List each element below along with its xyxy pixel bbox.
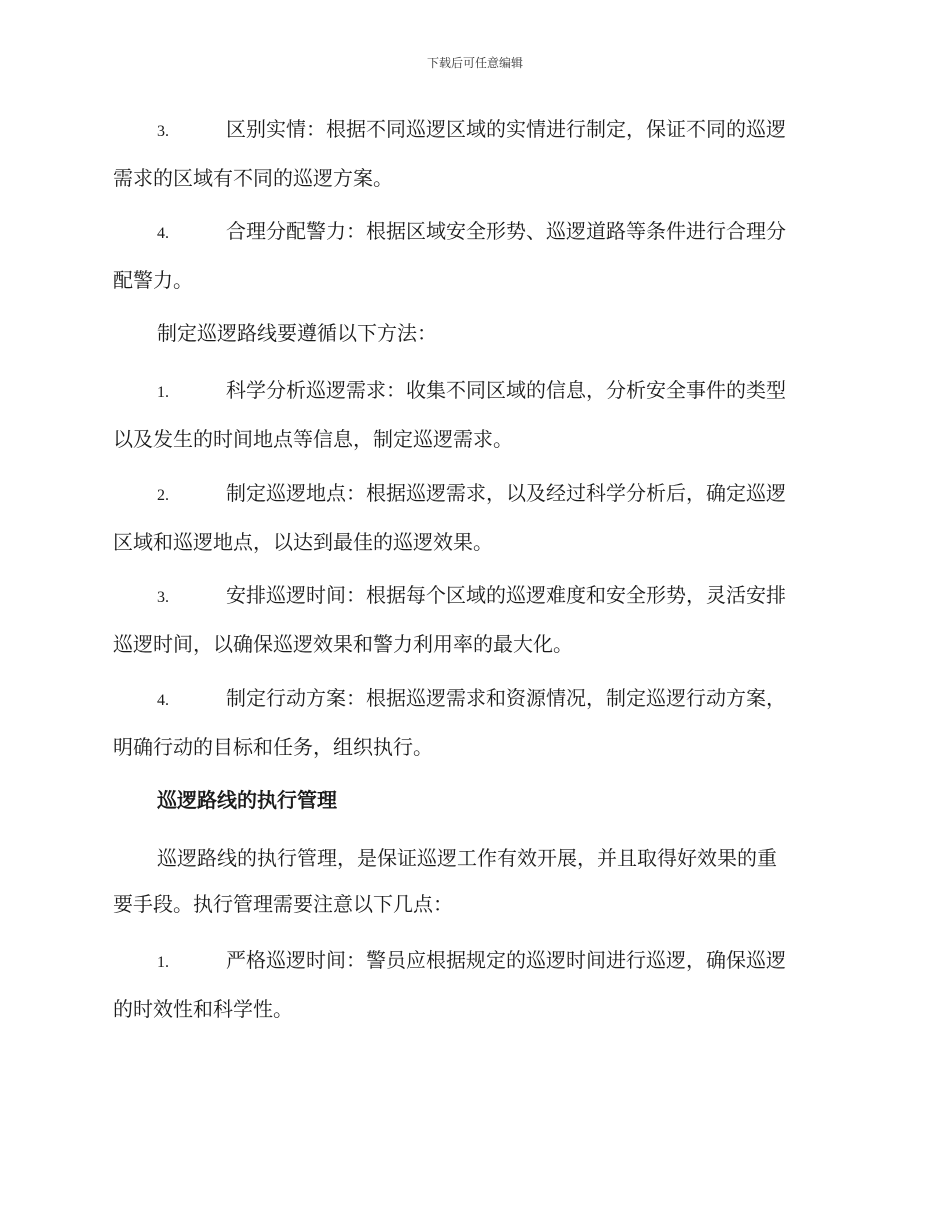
list-item <box>113 208 835 303</box>
intro-text: 制定巡逻路线要遵循以下方法： <box>157 321 437 345</box>
list-item-text-continued: 明确行动的目标和任务，组织执行。 <box>113 735 433 759</box>
list-item-number: 2. <box>157 487 169 504</box>
list-item-text-continued: 巡逻时间，以确保巡逻效果和警力利用率的最大化。 <box>113 632 573 656</box>
list-item-text-continued: 需求的区域有不同的巡逻方案。 <box>113 166 393 190</box>
list-item <box>113 367 835 462</box>
list-item-text: 合理分配警力：根据区域安全形势、巡逻道路等条件进行合理分 <box>226 219 786 243</box>
list-item-text: 严格巡逻时间：警员应根据规定的巡逻时间进行巡逻，确保巡逻 <box>226 948 786 972</box>
section-heading: 巡逻路线的执行管理 <box>157 788 337 812</box>
list-item-text: 制定行动方案：根据巡逻需求和资源情况，制定巡逻行动方案， <box>226 686 786 710</box>
list-item-text: 科学分析巡逻需求：收集不同区域的信息，分析安全事件的类型 <box>226 378 786 402</box>
list-item <box>113 470 835 565</box>
section-paragraph <box>113 835 835 927</box>
list-item-number: 1. <box>157 384 169 401</box>
intro-paragraph <box>113 310 835 356</box>
list-item-number: 3. <box>157 123 169 140</box>
list-item <box>113 937 835 1032</box>
list-item-number: 1. <box>157 954 169 971</box>
list-item <box>113 572 835 667</box>
list-item-number: 4. <box>157 692 169 709</box>
list-item-number: 3. <box>157 589 169 606</box>
list-item <box>113 106 835 201</box>
list-item-text-continued: 的时效性和科学性。 <box>113 997 293 1021</box>
paragraph-line-continued: 要手段。执行管理需要注意以下几点： <box>113 892 453 916</box>
list-item-text-continued: 以及发生的时间地点等信息，制定巡逻需求。 <box>113 427 513 451</box>
list-item <box>113 675 835 770</box>
page-header-note: 下载后可任意编辑 <box>426 56 523 70</box>
list-item-text: 制定巡逻地点：根据巡逻需求，以及经过科学分析后，确定巡逻 <box>226 481 786 505</box>
list-item-text: 区别实情：根据不同巡逻区域的实情进行制定，保证不同的巡逻 <box>226 117 786 141</box>
paragraph-line: 巡逻路线的执行管理，是保证巡逻工作有效开展，并且取得好效果的重 <box>157 846 777 870</box>
list-item-number: 4. <box>157 225 169 242</box>
list-item-text-continued: 配警力。 <box>113 268 193 292</box>
list-item-text: 安排巡逻时间：根据每个区域的巡逻难度和安全形势，灵活安排 <box>226 583 786 607</box>
list-item-text-continued: 区域和巡逻地点，以达到最佳的巡逻效果。 <box>113 530 493 554</box>
